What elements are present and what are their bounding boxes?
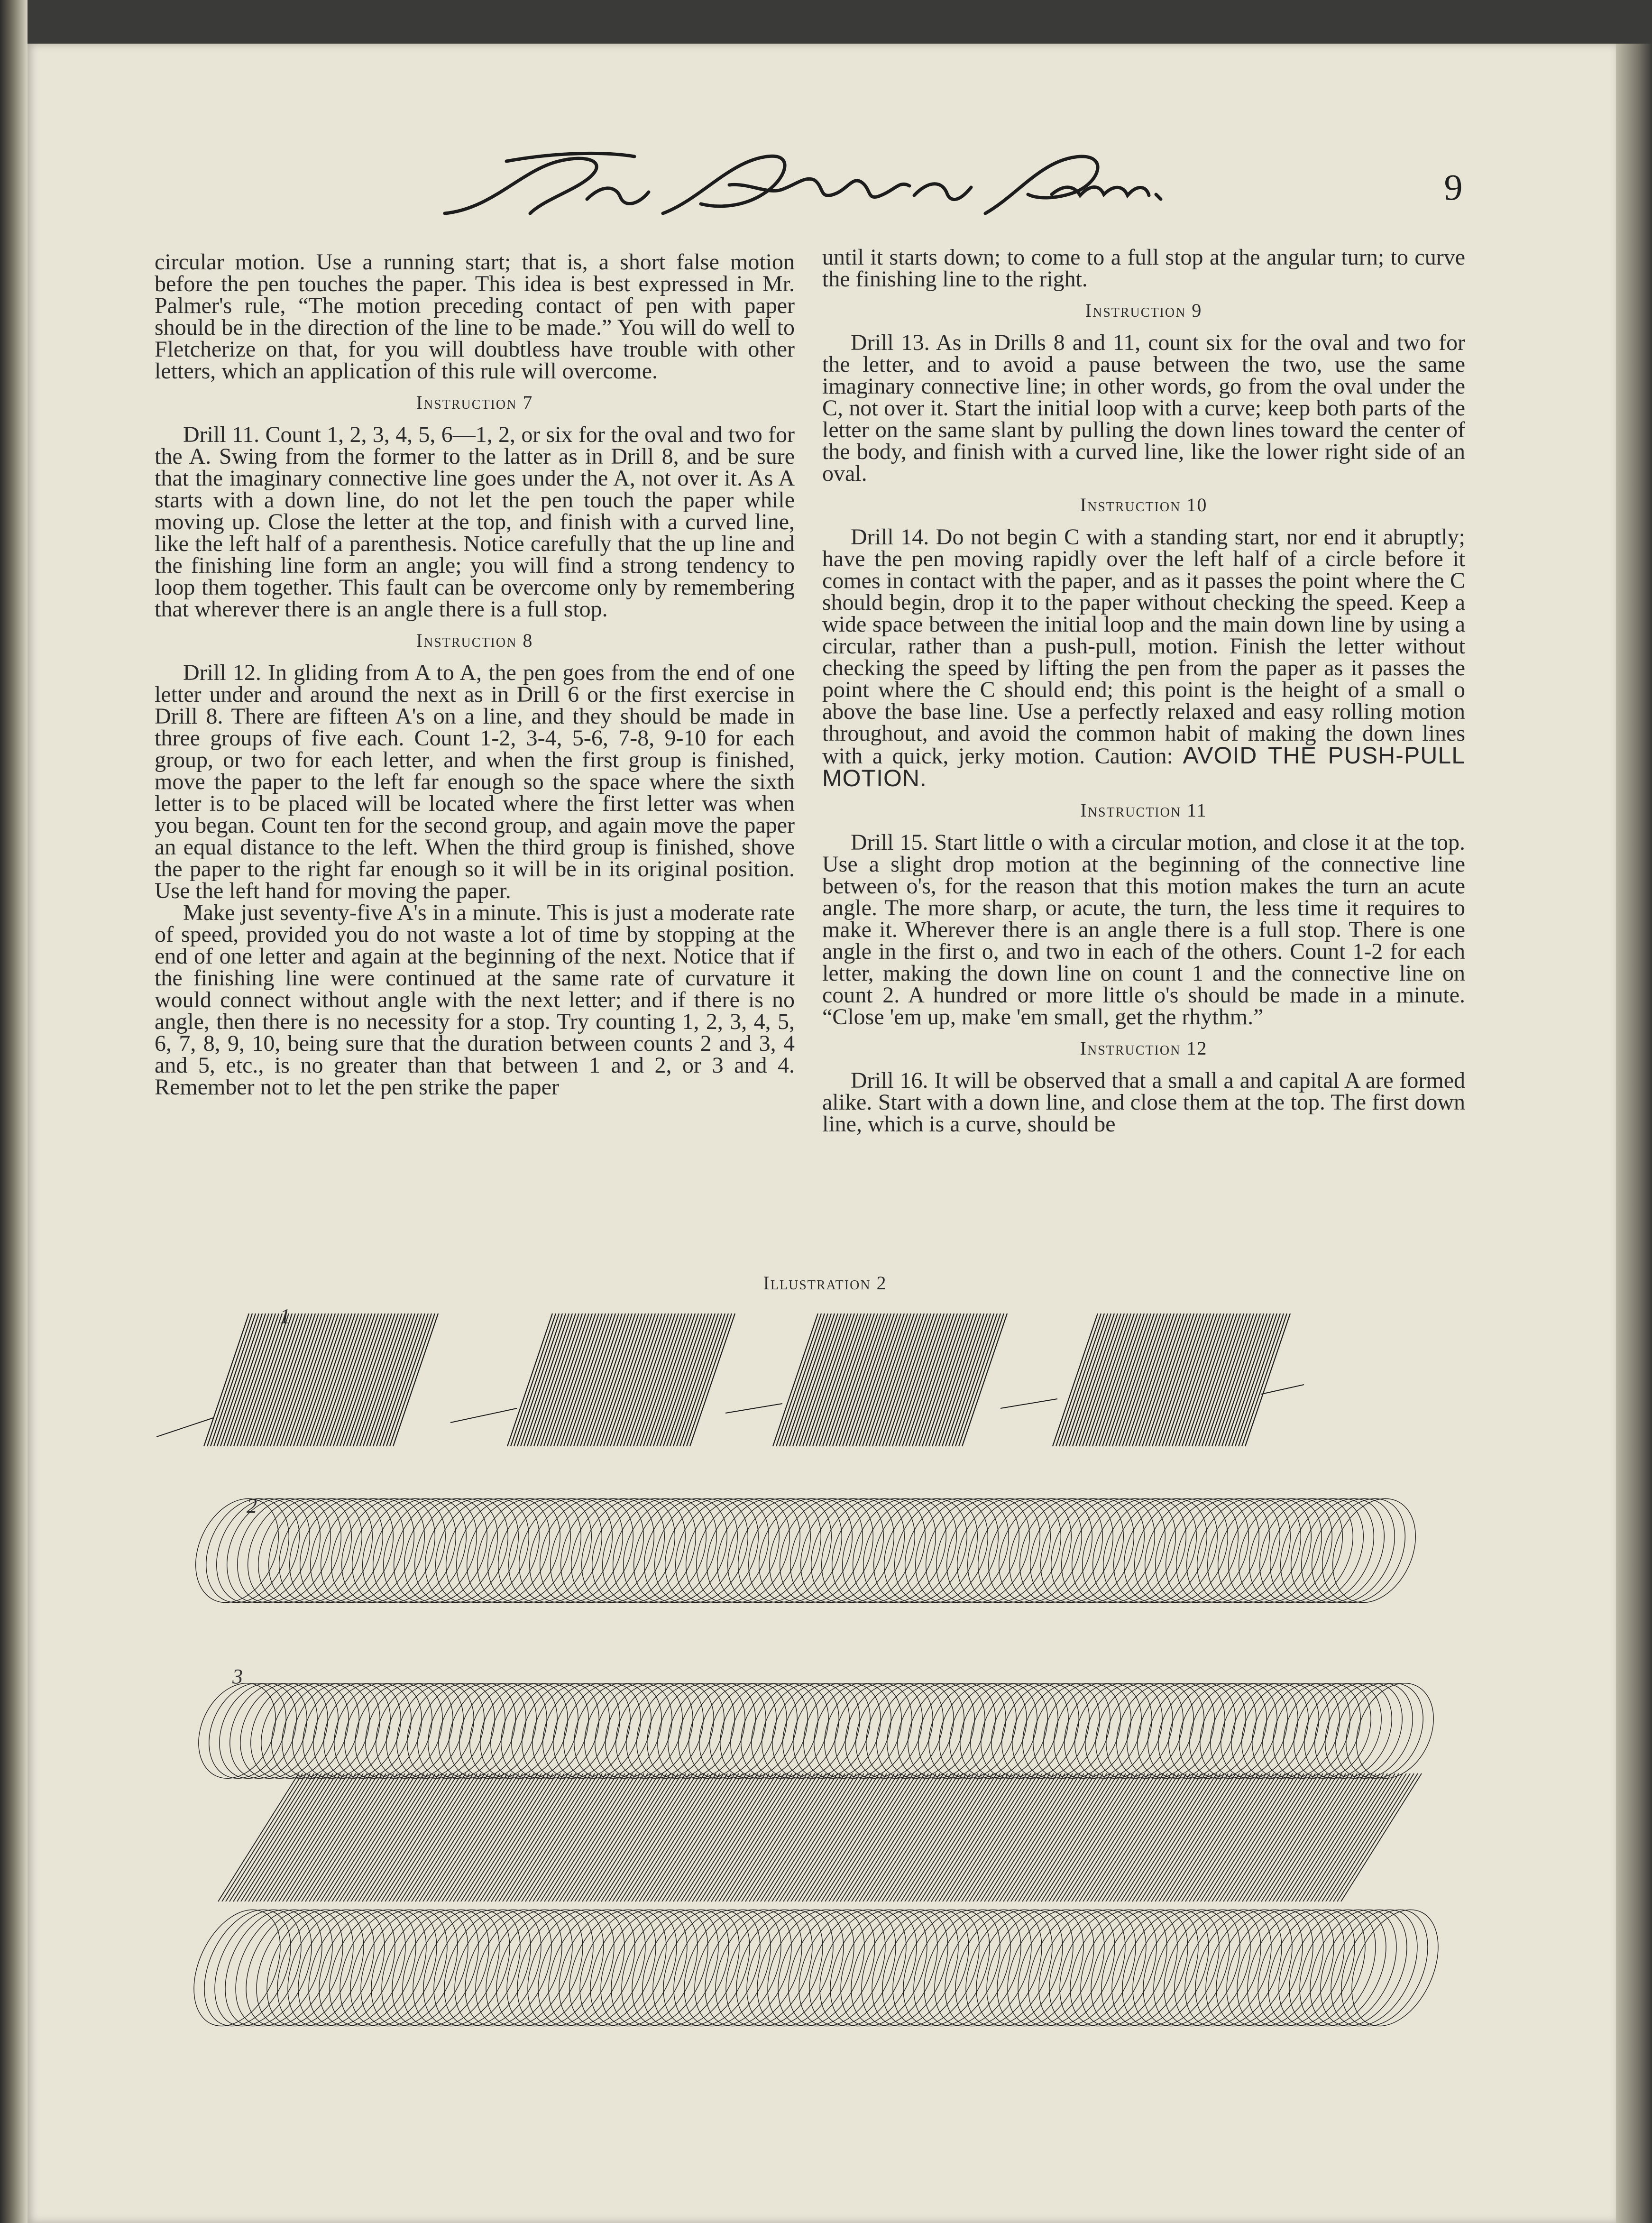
left-text-column — [155, 251, 795, 1098]
illustration-caption: Illustration 2 — [763, 1272, 887, 1294]
paragraph: Drill 16. It will be observed that a small a and capital A are formed alike. Start with a down line, and close them at the top. The first down line, which is a curve, should be — [822, 1068, 1465, 1137]
paragraph: circular motion. Use a running start; that is, a short false motion before the pen touches the paper. This idea is best expressed in Mr. Palmer's rule, “The motion preceding contact of pen with paper should be in the direction of the line to be made.” You will do well to Fletcherize on that, for you will doubtless have trouble with other letters, which an application of this rule will overcome. — [155, 249, 795, 384]
section-heading: Instruction 12 — [1080, 1038, 1208, 1059]
paragraph: Drill 15. Start little o with a circular motion, and close it at the top. Use a slight drop motion at the beginning of the connective line between o's, for the reason that this motion makes the turn an acute angle. The more sharp, or acute, the turn, the less time it requires to make it. Wherever there is an angle there is a full stop. There is one angle in the first o, and two in each of the others. Count 1-2 for each letter, making the down line on count 1 and the connective line on count 2. A hundred or more little o's should be made in a minute. “Close 'em up, make 'em small, get the rhythm.” — [822, 830, 1465, 1029]
masthead-logo — [435, 142, 1174, 223]
section-heading: Instruction 9 — [1085, 300, 1202, 321]
paragraph: Drill 11. Count 1, 2, 3, 4, 5, 6—1, 2, or six for the oval and two for the A. Swing from the former to the latter as in Drill 8, and be sure that the imaginary connective line goes under the A, not over it. As A starts with a down line, do not let the pen touch the paper while moving up. Close the letter at the top, and finish with a curved line, like the left half of a parenthesis. Notice carefully that the up line and the finishing line form an angle; you will find a strong tendency to loop them together. This fault can be overcome only by remembering that wherever there is an angle there is a full stop. — [155, 422, 795, 622]
section-heading: Instruction 7 — [416, 392, 533, 413]
masthead-script-svg — [435, 142, 1174, 223]
right-page-edge — [1616, 44, 1652, 2223]
section-heading: Instruction 10 — [1080, 494, 1208, 515]
page-number: 9 — [1444, 166, 1463, 208]
paragraph-text: Drill 14. Do not begin C with a standing start, nor end it abruptly; have the pen moving rapidly over the left half of a circle before it comes in contact with the paper, and as it passes the point where the C should begin, drop it to the paper without checking the speed. Keep a wide space between the initial loop and the main down line by using a circular, rather than a push-pull, motion. Finish the letter without checking the speed by lifting the pen from the paper as it passes the point where the C should end; this point is the height of a small o above the base line. Use a perfectly relaxed and easy rolling motion throughout, and avoid the common habit of making the down lines with a quick, jerky motion. Caution: — [822, 524, 1465, 769]
paragraph: Drill 13. As in Drills 8 and 11, count six for the oval and two for the letter, and to avoid a pause between the two, use the same imaginary connective line; in other words, go from the oval under the C, not over it. Start the initial loop with a curve; keep both parts of the letter on the same slant by pulling the down lines toward the center of the body, and finish with a curved line, like the lower right side of an oval. — [822, 330, 1465, 486]
paragraph: Drill 12. In gliding from A to A, the pen goes from the end of one letter under and around the next as in Drill 6 or the first exercise in Drill 8. There are fifteen A's on a line, and they should be made in three groups of five each. Count 1-2, 3-4, 5-6, 7-8, 9-10 for each group, or two for each letter, and when the first group is finished, move the paper to the left far enough so the space where the sixth letter is to be placed will be located where the first letter was when you began. Count ten for the second group, and again move the paper an equal distance to the left. When the third group is finished, shove the paper to the right far enough so it will be in its original position. Use the left hand for moving the paper. — [155, 660, 795, 903]
section-heading: Instruction 8 — [416, 630, 533, 651]
left-page-edge — [0, 0, 28, 2223]
illustration-drills — [156, 1290, 1484, 2067]
right-text-column — [822, 247, 1465, 1135]
drill-label-2: 2 — [247, 1494, 257, 1517]
paragraph: Make just seventy-five A's in a minute. This is just a moderate rate of speed, provided you do not waste a lot of time by stopping at the end of one letter and again at the beginning of the next. Notice that if the finishing line were continued at the same rate of curvature it would connect without angle with the next letter; and if there is no angle, then there is no necessity for a stop. Try counting 1, 2, 3, 4, 5, 6, 7, 8, 9, 10, being sure that the duration between counts 2 and 3, 4 and 5, etc., is no greater than that between 1 and 2, or 3 and 4. Remember not to let the pen strike the paper — [155, 900, 795, 1100]
pen-strokes — [156, 1314, 1455, 2040]
section-heading: Instruction 11 — [1080, 799, 1207, 821]
drill-exercise-figure — [156, 1290, 1484, 2067]
paragraph: until it starts down; to come to a full stop at the angular turn; to curve the finishing line to the right. — [822, 245, 1465, 292]
paragraph — [822, 526, 1465, 790]
drill-label-3: 3 — [232, 1665, 243, 1688]
drill-label-1: 1 — [280, 1304, 290, 1328]
caution-text: AVOID THE PUSH-PULL MOTION. — [822, 742, 1466, 791]
